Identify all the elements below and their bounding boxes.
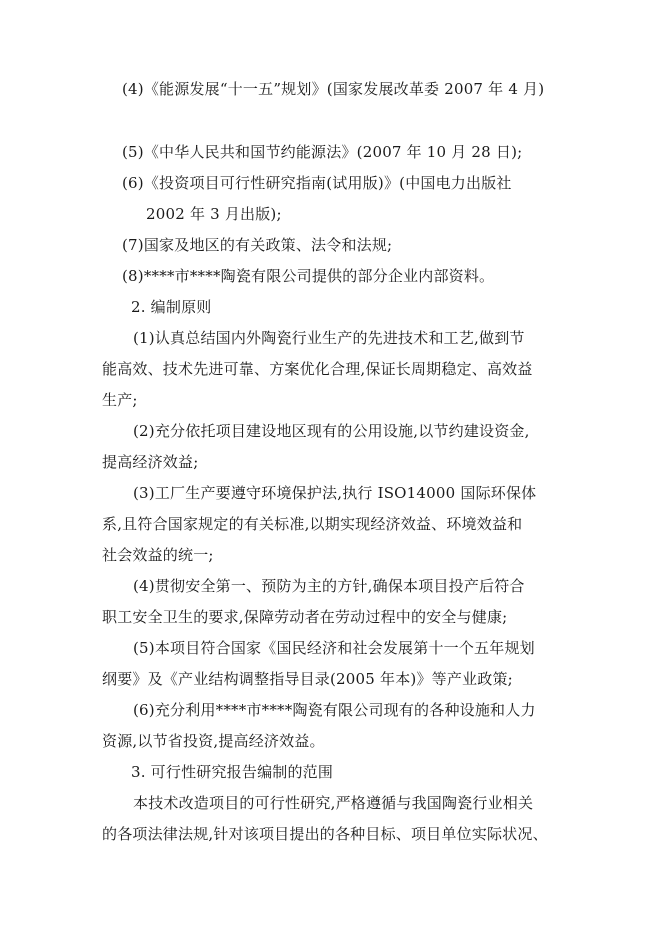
principle-2-line-1: (2)充分依托项目建设地区现有的公用设施,以节约建设资金, <box>133 422 530 440</box>
reference-item-4: (4)《能源发展“十一五”规划》(国家发展改革委 2007 年 4 月) <box>122 80 545 98</box>
reference-item-7: (7)国家及地区的有关政策、法令和法规; <box>122 236 393 254</box>
principle-6-line-2: 资源,以节省投资,提高经济效益。 <box>102 732 325 750</box>
principle-1-line-1: (1)认真总结国内外陶瓷行业生产的先进技术和工艺,做到节 <box>133 329 525 347</box>
principle-4-line-2: 职工安全卫生的要求,保障劳动者在劳动过程中的安全与健康; <box>102 608 508 626</box>
principle-1-line-3: 生产; <box>102 391 138 409</box>
reference-item-8: (8)****市****陶瓷有限公司提供的部分企业内部资料。 <box>122 267 495 285</box>
scope-paragraph-line-2: 的各项法律法规,针对该项目提出的各种目标、项目单位实际状况、 <box>102 825 548 843</box>
reference-item-6-cont: 2002 年 3 月出版); <box>146 205 282 223</box>
principle-5-line-2: 纲要》及《产业结构调整指导目录(2005 年本)》等产业政策; <box>102 670 513 688</box>
principle-1-line-2: 能高效、技术先进可靠、方案优化合理,保证长周期稳定、高效益 <box>102 360 533 378</box>
principle-3-line-3: 社会效益的统一; <box>102 546 214 564</box>
scope-paragraph-line-1: 本技术改造项目的可行性研究,严格遵循与我国陶瓷行业相关 <box>133 794 534 812</box>
principle-3-line-1: (3)工厂生产要遵守环境保护法,执行 ISO14000 国际环保体 <box>133 484 537 502</box>
reference-item-6: (6)《投资项目可行性研究指南(试用版)》(中国电力出版社 <box>122 174 512 192</box>
principle-6-line-1: (6)充分利用****市****陶瓷有限公司现有的各种设施和人力 <box>133 701 536 719</box>
principle-5-line-1: (5)本项目符合国家《国民经济和社会发展第十一个五年规划 <box>133 639 535 657</box>
principle-4-line-1: (4)贯彻安全第一、预防为主的方针,确保本项目投产后符合 <box>133 577 525 595</box>
section-heading-3: 3. 可行性研究报告编制的范围 <box>131 763 334 781</box>
reference-item-5: (5)《中华人民共和国节约能源法》(2007 年 10 月 28 日); <box>122 143 523 161</box>
principle-3-line-2: 系,且符合国家规定的有关标准,以期实现经济效益、环境效益和 <box>102 515 523 533</box>
section-heading-2: 2. 编制原则 <box>131 298 212 316</box>
principle-2-line-2: 提高经济效益; <box>102 453 199 471</box>
